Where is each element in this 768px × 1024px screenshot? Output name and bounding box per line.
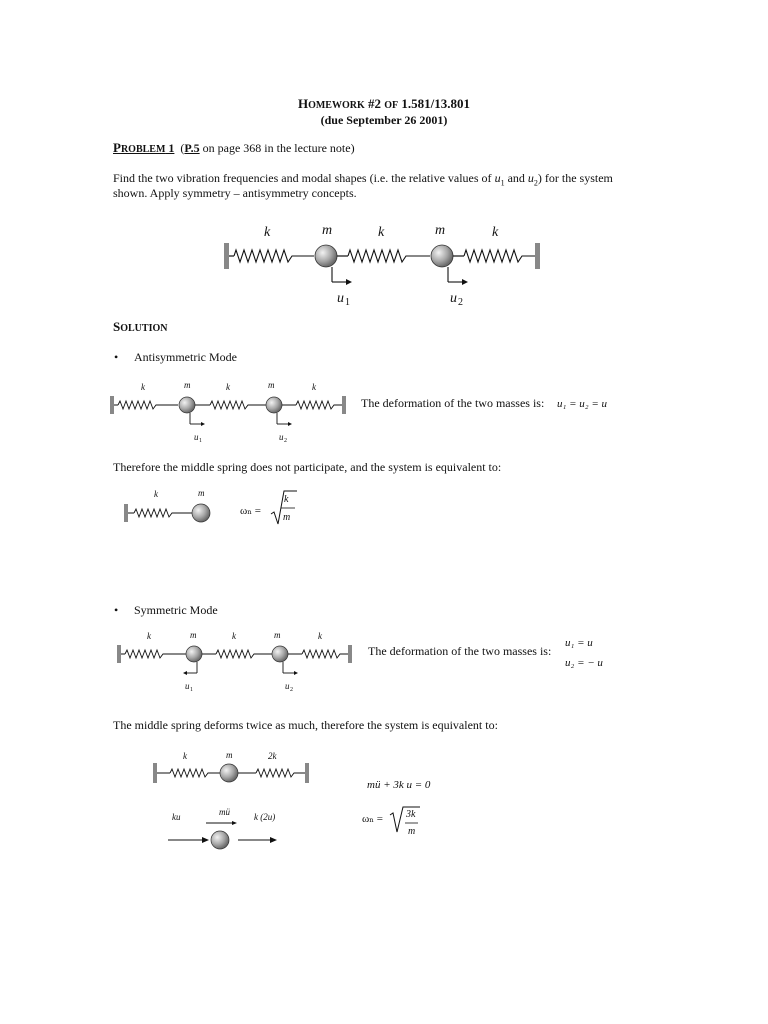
svg-text:m: m — [198, 488, 205, 498]
antisymmetric-omega-denominator: m — [283, 512, 291, 523]
problem-statement: Find the two vibration frequencies and modal shapes (i.e. the relative values of $u_1$ and $u_2$) for the system — [113, 171, 613, 188]
force-inertia: mü — [219, 807, 230, 817]
symmetric-eq-u1: u₁ = u — [565, 637, 593, 649]
u1-label: u — [337, 291, 344, 306]
k-label: k — [378, 225, 385, 240]
svg-text:u: u — [279, 432, 284, 442]
svg-text:k: k — [147, 631, 151, 641]
svg-text:k: k — [226, 382, 230, 392]
svg-text:u: u — [285, 681, 290, 691]
antisymmetric-conclusion: Therefore the middle spring does not participate, and the system is equivalent to: — [113, 460, 502, 474]
svg-text:1: 1 — [199, 438, 202, 444]
homework-title: HOMEWORK #2 OF 1.581/13.801 — [297, 96, 471, 111]
problem-heading: PROBLEM 1 (P.5 on page 368 in the lecture note) — [113, 140, 355, 155]
antisymmetric-omega-numerator: k — [284, 494, 289, 505]
symmetric-deformation-text: The deformation of the two masses is: — [368, 644, 552, 658]
k-label: k — [264, 225, 271, 240]
symmetric-omega-lhs: ωₙ = — [362, 813, 383, 825]
antisymmetric-deformation-eq: u₁ = u₂ = u — [557, 398, 607, 410]
svg-text:k: k — [312, 382, 316, 392]
svg-text:k: k — [232, 631, 236, 641]
symmetric-omega-denominator: m — [408, 826, 416, 837]
symmetric-omega-numerator: 3k — [406, 809, 416, 820]
antisymmetric-bullet: • — [114, 350, 119, 364]
antisymmetric-deformation-text: The deformation of the two masses is: — [361, 396, 545, 410]
symmetric-bullet: • — [114, 603, 119, 617]
svg-text:m: m — [226, 750, 233, 760]
svg-text:m: m — [268, 380, 275, 390]
m-label: m — [322, 223, 333, 238]
lecture-note-reference: P.5 — [184, 141, 200, 155]
symmetric-heading: Symmetric Mode — [134, 603, 218, 617]
force-ku: ku — [172, 812, 181, 822]
problem-statement-line2: shown. Apply symmetry – antisymmetry concepts. — [113, 186, 357, 200]
solution-heading: SOLUTION — [113, 319, 168, 334]
u2-subscript: 2 — [458, 297, 463, 308]
symmetric-eq-u2: u₂ = − u — [565, 657, 603, 669]
symmetric-equation-of-motion: mü + 3k u = 0 — [367, 779, 431, 791]
svg-text:1: 1 — [190, 687, 193, 693]
svg-text:u: u — [194, 432, 199, 442]
svg-text:m: m — [184, 380, 191, 390]
symmetric-middle-spring-text: The middle spring deforms twice as much, therefore the system is equivalent to: — [113, 718, 498, 732]
svg-text:k: k — [141, 382, 145, 392]
svg-text:k: k — [318, 631, 322, 641]
m-label: m — [435, 223, 446, 238]
svg-text:2: 2 — [284, 438, 287, 444]
svg-text:m: m — [190, 630, 197, 640]
svg-text:u: u — [185, 681, 190, 691]
2k-label: 2k — [268, 751, 277, 761]
svg-text:k: k — [154, 489, 158, 499]
due-date: (due September 26 2001) — [320, 113, 448, 127]
u2-label: u — [450, 291, 457, 306]
force-k2u: k (2u) — [254, 812, 276, 822]
antisymmetric-heading: Antisymmetric Mode — [134, 350, 237, 364]
antisymmetric-omega-lhs: ωₙ = — [240, 505, 261, 517]
svg-text:2: 2 — [290, 687, 293, 693]
u1-subscript: 1 — [345, 297, 350, 308]
svg-text:m: m — [274, 630, 281, 640]
svg-text:k: k — [183, 751, 187, 761]
k-label: k — [492, 225, 499, 240]
